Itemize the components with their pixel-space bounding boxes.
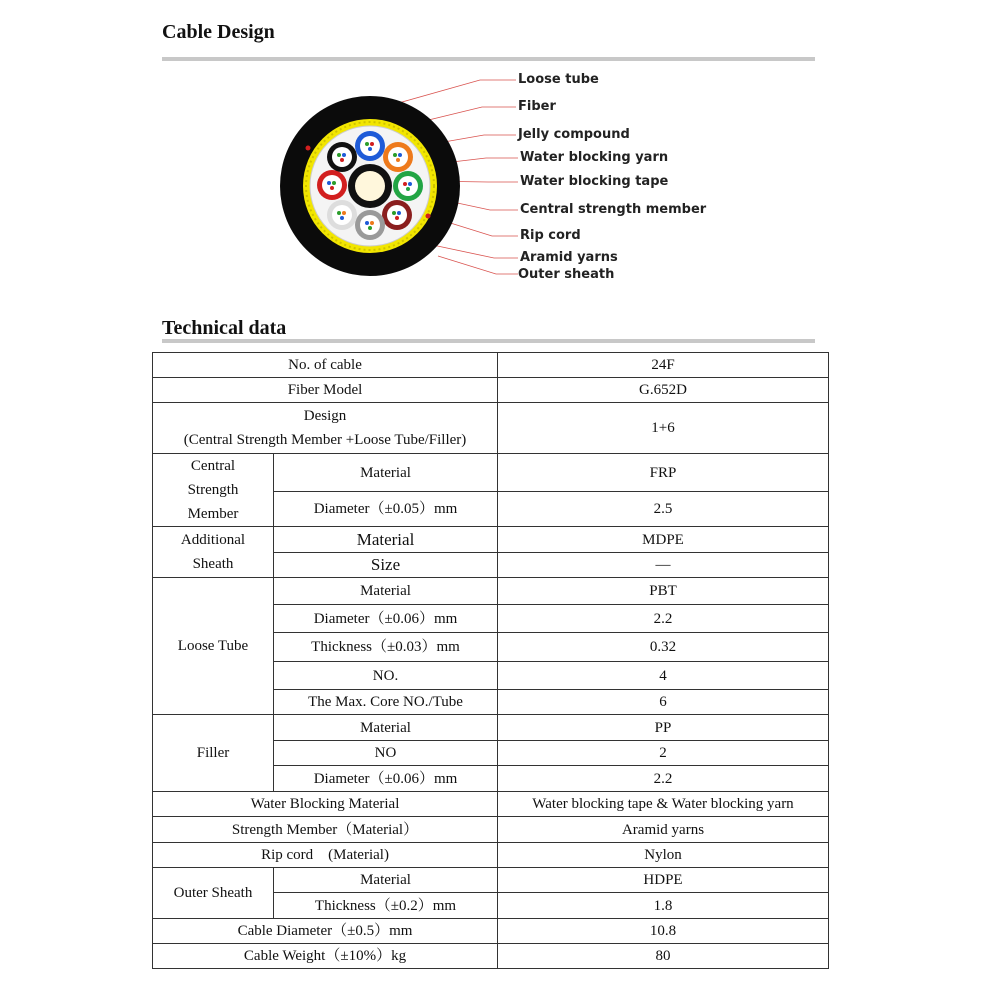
group-label-loose-tube: Loose Tube: [153, 578, 274, 715]
leader-aramid-yarns: [428, 244, 518, 258]
row-label: Size: [274, 553, 498, 578]
callout-aramid-yarns: Aramid yarns: [520, 250, 618, 265]
row-label: Water Blocking Material: [153, 792, 498, 817]
csm-label-line-2: Strength: [187, 482, 239, 498]
row-value: 1+6: [498, 403, 829, 454]
rip-cord-shape-2: [426, 214, 431, 219]
technical-data-title: Technical data: [162, 317, 287, 339]
row-label: The Max. Core NO./Tube: [274, 690, 498, 715]
leader-outer-sheath: [438, 256, 518, 274]
row-value: HDPE: [498, 868, 829, 893]
row-label: Fiber Model: [153, 378, 498, 403]
technical-data-table: [152, 352, 829, 969]
table-row: [153, 919, 829, 944]
table-row: [153, 454, 829, 492]
row-value: 2.2: [498, 766, 829, 792]
row-label: Material: [274, 578, 498, 605]
row-label: Rip cord (Material): [153, 843, 498, 868]
table-row: [153, 944, 829, 969]
callout-central-strength-member: Central strength member: [520, 202, 707, 217]
loose-tube-brown: [382, 200, 412, 230]
technical-data-divider: [162, 339, 815, 343]
row-value: 2.5: [498, 492, 829, 527]
callout-outer-sheath: Outer sheath: [518, 267, 615, 282]
cable-design-title: Cable Design: [162, 21, 275, 43]
row-value: Nylon: [498, 843, 829, 868]
table-row: [153, 792, 829, 817]
add-sheath-label-line-1: Additional: [180, 532, 246, 548]
row-label: Thickness（±0.2）mm: [274, 893, 498, 919]
loose-tube-orange: [383, 142, 413, 172]
row-value: G.652D: [498, 378, 829, 403]
row-value: 24F: [498, 353, 829, 378]
table-row: [153, 868, 829, 893]
table-row: [153, 378, 829, 403]
row-label: No. of cable: [153, 353, 498, 378]
callout-fiber: Fiber: [518, 99, 556, 114]
callout-water-blocking-tape: Water blocking tape: [520, 174, 669, 189]
row-value: 2.2: [498, 605, 829, 633]
table-row: [153, 715, 829, 741]
callout-rip-cord: Rip cord: [520, 228, 581, 243]
table-row: [153, 843, 829, 868]
row-label: Material: [274, 715, 498, 741]
row-label: Thickness（±0.03）mm: [274, 633, 498, 662]
row-label: Diameter（±0.06）mm: [274, 605, 498, 633]
row-value: 2: [498, 741, 829, 766]
rip-cord-shape-1: [306, 146, 311, 151]
row-value: 4: [498, 662, 829, 690]
row-value: 6: [498, 690, 829, 715]
row-value: 80: [498, 944, 829, 969]
callout-water-blocking-yarn: Water blocking yarn: [520, 150, 669, 165]
row-label: Material: [274, 454, 498, 492]
row-label: Diameter（±0.06）mm: [274, 766, 498, 792]
loose-tube-black: [327, 142, 357, 172]
row-value: FRP: [498, 454, 829, 492]
loose-tube-green: [393, 171, 423, 201]
row-label: NO.: [274, 662, 498, 690]
row-value: MDPE: [498, 527, 829, 553]
row-value: 1.8: [498, 893, 829, 919]
cable-cross-section-diagram: [270, 66, 710, 296]
row-label: Strength Member（Material）: [153, 817, 498, 843]
row-value: 10.8: [498, 919, 829, 944]
callout-jelly-compound: Jelly compound: [518, 127, 630, 142]
row-label: Material: [274, 527, 498, 553]
row-value: Aramid yarns: [498, 817, 829, 843]
filler-white: [327, 200, 357, 230]
row-value: 0.32: [498, 633, 829, 662]
table-row: [153, 353, 829, 378]
row-value: PP: [498, 715, 829, 741]
csm-label-line-3: Member: [187, 506, 239, 522]
row-label: Cable Diameter（±0.5）mm: [153, 919, 498, 944]
design-label-line-1: Design: [303, 408, 347, 424]
callout-loose-tube: Loose tube: [518, 72, 599, 87]
row-value: —: [498, 553, 829, 578]
row-value: PBT: [498, 578, 829, 605]
table-row: [153, 527, 829, 553]
group-label-outer-sheath: Outer Sheath: [153, 868, 274, 919]
row-value: Water blocking tape & Water blocking yarn: [498, 792, 829, 817]
row-label: Diameter（±0.05）mm: [274, 492, 498, 527]
central-strength-member-core: [355, 171, 385, 201]
loose-tube-red: [317, 170, 347, 200]
table-row: [153, 578, 829, 605]
table-row: [153, 403, 829, 454]
table-row: [153, 817, 829, 843]
filler-grey: [355, 210, 385, 240]
group-label-central-strength-member: [153, 454, 274, 527]
design-label-line-2: (Central Strength Member +Loose Tube/Filler): [183, 432, 467, 448]
row-label: Cable Weight（±10%）kg: [153, 944, 498, 969]
add-sheath-label-line-2: Sheath: [192, 556, 234, 572]
cable-design-divider: [162, 57, 815, 61]
row-label: Material: [274, 868, 498, 893]
row-label: NO: [274, 741, 498, 766]
csm-label-line-1: Central: [190, 458, 236, 474]
group-label-additional-sheath: [153, 527, 274, 578]
row-label: [153, 403, 498, 454]
group-label-filler: Filler: [153, 715, 274, 792]
loose-tube-blue: [355, 131, 385, 161]
